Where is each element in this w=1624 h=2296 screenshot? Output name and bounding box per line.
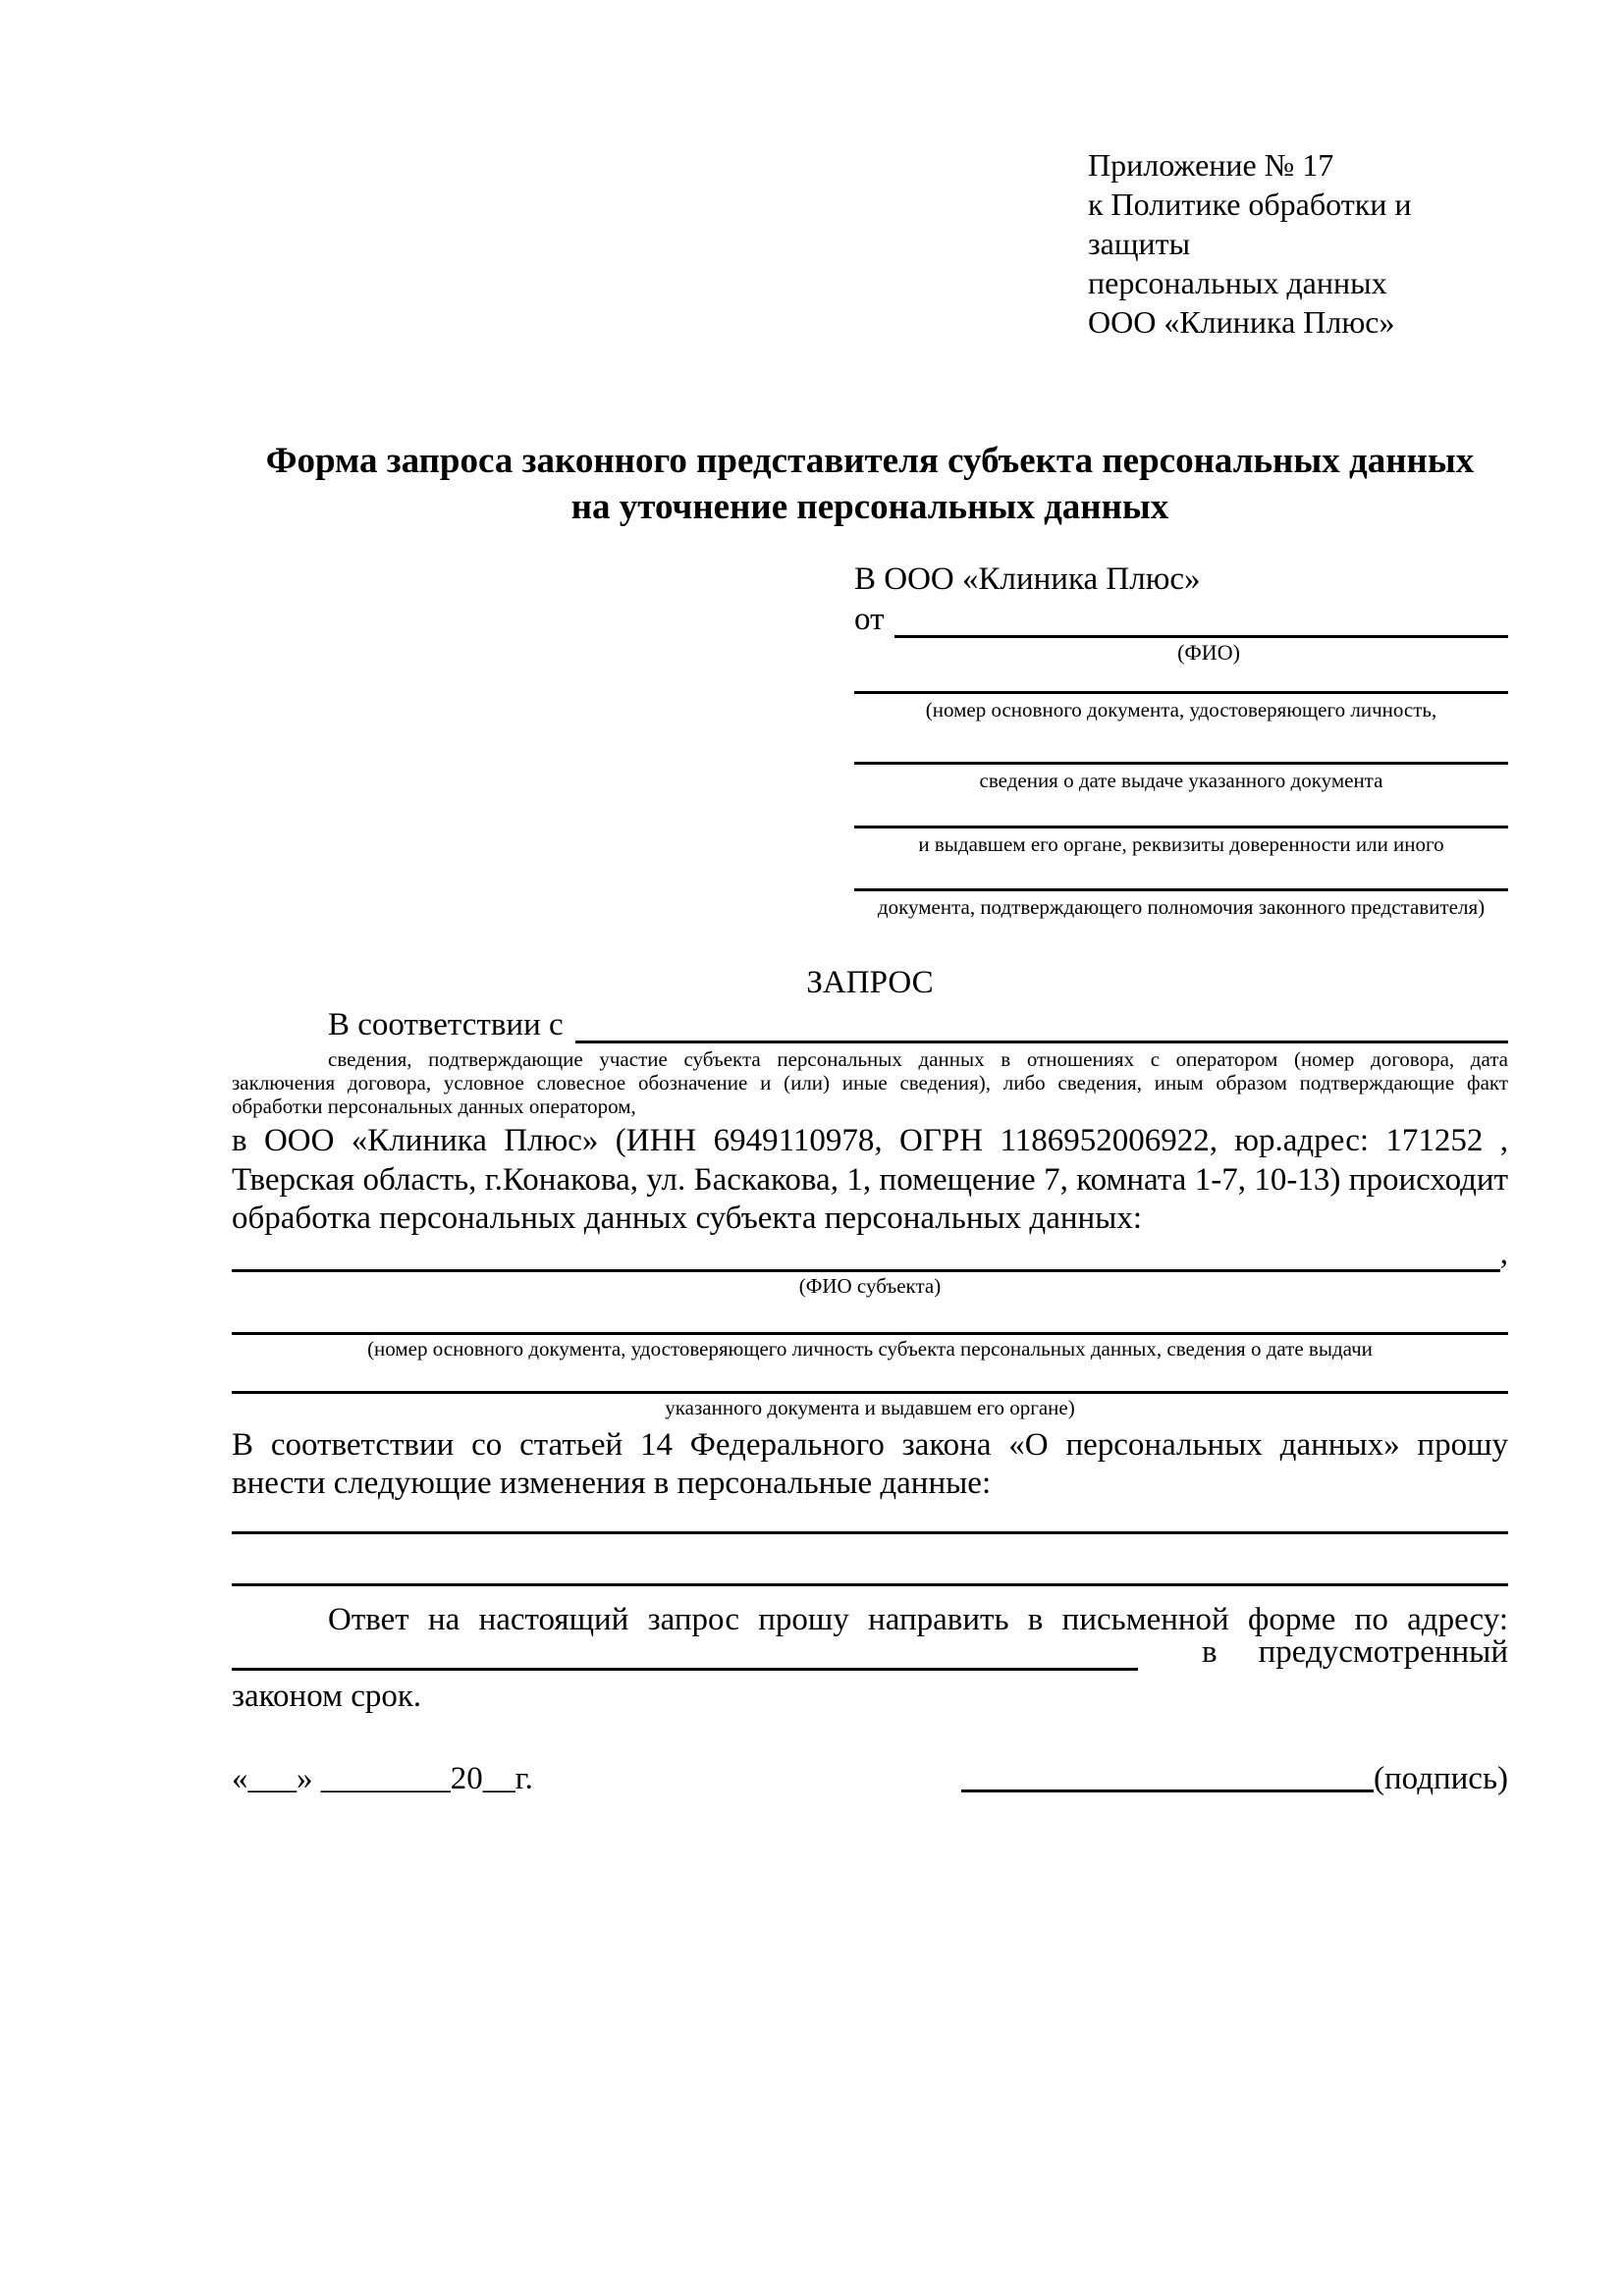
representative-doc-caption-2: сведения о дате выдаче указанного документа [979,769,1383,792]
address-fill-line [232,1668,1138,1671]
intro-row [232,1007,1508,1043]
representative-doc-caption-3: и выдавшем его органе, реквизиты доверенности или иного [918,832,1444,856]
document-title [232,438,1508,530]
address-row [232,1633,1508,1671]
operator-paragraph: в ООО «Клиника Плюс» (ИНН 6949110978, ОГРН 1186952006922, юр.адрес: 171252 , Тверская область, г.Конакова, ул. Баскакова, 1, помещение 7, комната 1-7, 10-13) происходит обработка персональных данных субъекта персональных данных: [232,1123,1508,1236]
representative-doc-fill-line-1 [854,666,1508,694]
appendix-line-3: персональных данных [1088,265,1387,300]
intro-caption-line-2: заключения договора, условное словесное обозначение и (или) иные сведения), либо сведения, иным образом подтверждающие факт [232,1071,1508,1095]
intro-caption-line-1: сведения, подтверждающие участие субъекта персональных данных в отношениях с оператором (номер договора, дата [328,1047,1508,1071]
fio-caption: (ФИО) [1177,640,1240,665]
response-tail-word-2: предусмотренный [1258,1633,1508,1670]
request-heading: ЗАПРОС [806,965,934,1000]
addressee-block [854,560,1508,920]
response-request-line: Ответ на настоящий запрос прошу направить в письменной форме по адресу: [328,1601,1508,1637]
representative-doc-caption-1: (номер основного документа, удостоверяющего личность, [925,698,1437,721]
comma: , [1499,1235,1508,1271]
representative-doc-fill-line-4 [854,857,1508,891]
representative-doc-fill-line-2 [854,722,1508,765]
law-paragraph: В соответствии со статьей 14 Федерального закона «О персональных данных» прошу внести следующие изменения в персональные данные: [232,1426,1508,1501]
subject-doc-fill-line-2 [232,1362,1508,1394]
response-tail-word-1: в [1202,1633,1218,1670]
representative-fio-fill-line [894,635,1509,638]
from-label: от [854,602,885,637]
signature-area [961,1759,1508,1798]
subject-doc-caption-2: указанного документа и выдавшем его органе) [665,1395,1075,1419]
changes-fill-line-1 [232,1504,1508,1534]
response-end-line: законом срок. [232,1678,422,1714]
subject-doc-caption-1: (номер основного документа, удостоверяющего личность субъекта персональных данных, сведения о дате выдачи [367,1336,1373,1361]
signature-caption: (подпись) [1374,1760,1508,1796]
from-row [854,602,1508,638]
document-title-line-1: Форма запроса законного представителя субъекта персональных данных [265,441,1475,481]
appendix-line-4: ООО «Клиника Плюс» [1088,304,1395,340]
subject-fio-row [232,1235,1508,1272]
date-line: «___» ________20__г. [232,1760,533,1796]
subject-fio-caption: (ФИО субъекта) [798,1273,942,1298]
appendix-line-2: к Политике обработки и защиты [1088,187,1412,261]
signature-fill-line [961,1789,1374,1792]
subject-fio-fill-line [232,1269,1500,1272]
signature-row [232,1759,1508,1798]
changes-fill-line-2 [232,1534,1508,1586]
appendix-line-1: Приложение № 17 [1088,147,1334,183]
appendix-header [1088,145,1508,342]
intro-caption [232,1047,1508,1118]
subject-doc-fill-line-1 [232,1299,1508,1335]
intro-caption-line-3: обработки персональных данных оператором, [232,1095,636,1118]
representative-doc-fill-line-3 [854,793,1508,828]
document-title-line-2: на уточнение персональных данных [570,487,1169,527]
intro-fill-line [575,1041,1508,1043]
intro-label: В соответствии с [328,1007,564,1042]
addressee-to: В ООО «Клиника Плюс» [854,561,1201,597]
representative-doc-caption-4: документа, подтверждающего полномочия законного представителя) [877,895,1486,919]
